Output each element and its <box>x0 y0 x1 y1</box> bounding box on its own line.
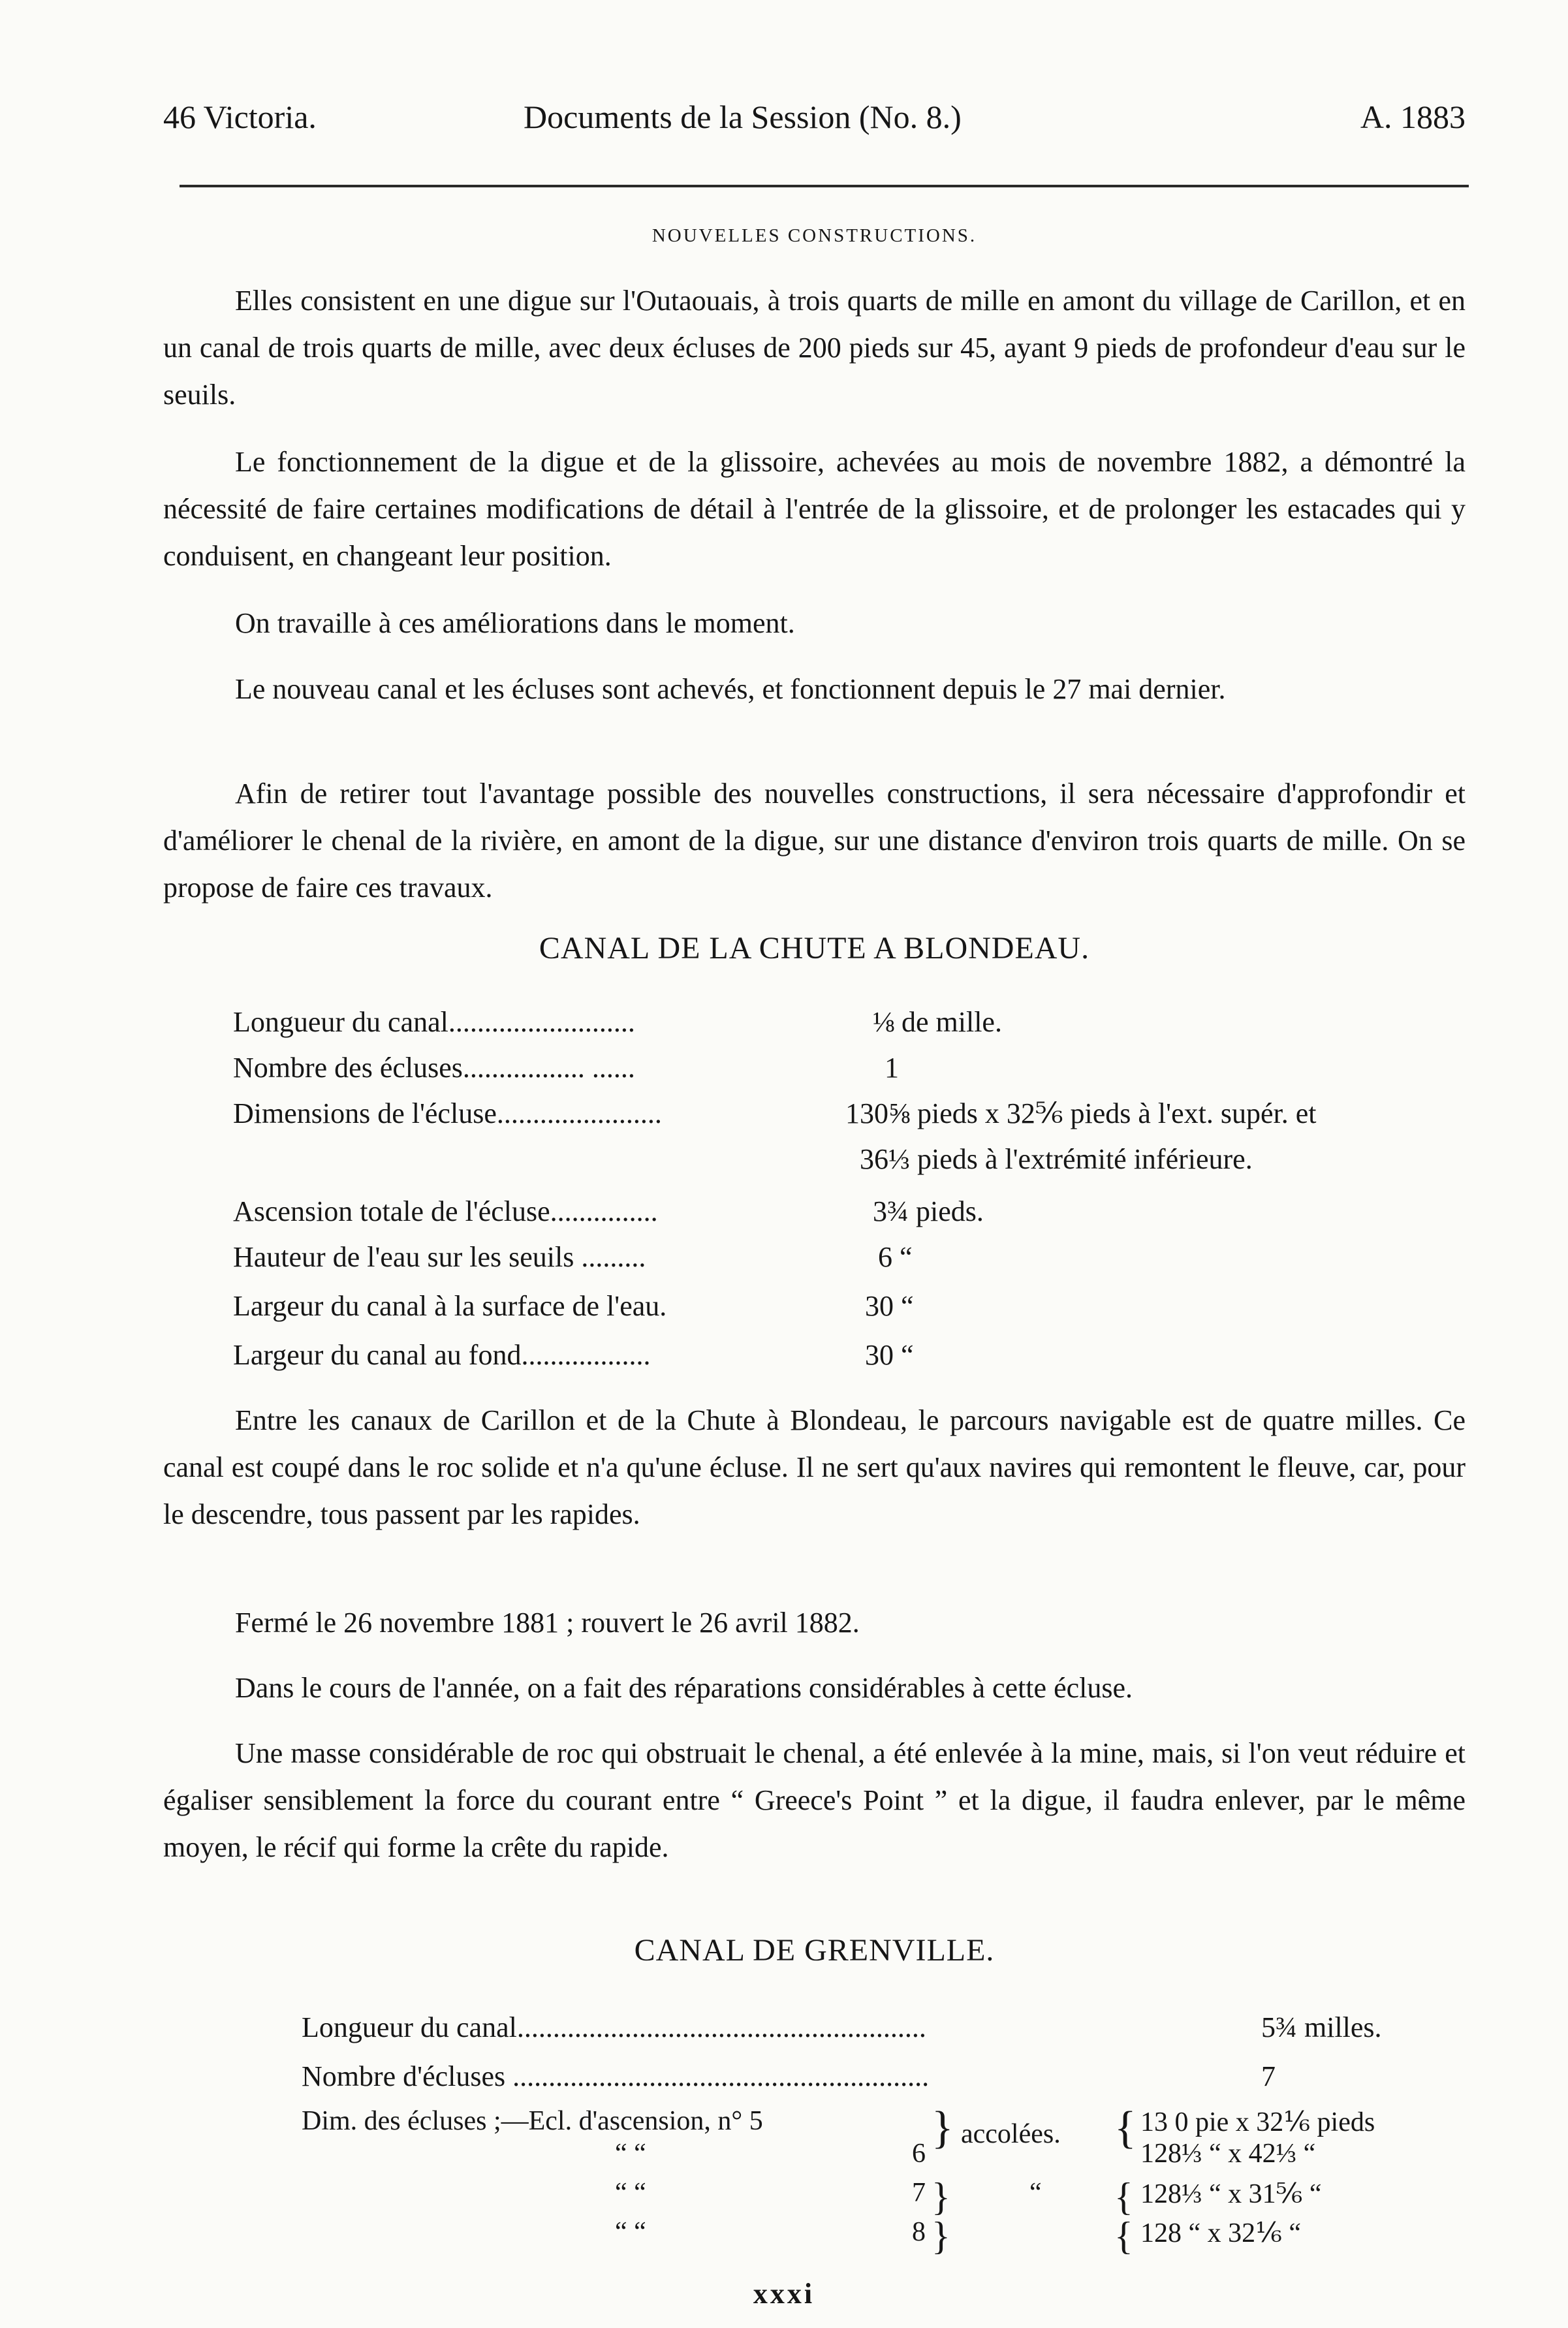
header-right: A. 1883 <box>1360 99 1466 135</box>
lock-dims: 13 0 pie x 32⅙ pieds <box>1140 2107 1375 2137</box>
lock-dims: 128 “ x 32⅙ “ <box>1140 2218 1301 2248</box>
header-center: Documents de la Session (No. 8.) <box>524 99 962 135</box>
page-number: xxxi <box>753 2278 815 2310</box>
spec-value: 6 “ <box>878 1241 913 1273</box>
ditto-marks: “ “ <box>615 2217 646 2247</box>
ditto-marks: “ “ <box>615 2139 646 2169</box>
brace-icon: } <box>932 2214 950 2257</box>
brace-icon: { <box>1114 2175 1133 2218</box>
paragraph: Une masse considérable de roc qui obstruait le chenal, a été enlevée à la mine, mais, si l'on veut réduire et égaliser sensiblement la force du courant entre “ Greece's Point ” et la digue, il faudra enlever, par le même moyen, le récif qui forme la crête du rapide. <box>163 1737 1466 1863</box>
paragraph: Afin de retirer tout l'avantage possible des nouvelles constructions, il sera nécessaire d'approfondir et d'améliorer le chenal de la rivière, en amont de la digue, sur une distance d'environ trois quarts de mille. On se propose de faire ces travaux. <box>163 778 1466 904</box>
spec-label: Longueur du canal.......................... <box>233 1006 635 1038</box>
brace-icon: } <box>932 2175 950 2218</box>
running-header <box>163 98 1466 150</box>
spec-value: 30 “ <box>865 1290 914 1322</box>
paragraph: Le nouveau canal et les écluses sont achevés, et fonctionnent depuis le 27 mai dernier. <box>235 673 1226 705</box>
spec-value: 1 <box>885 1052 899 1084</box>
spec-label: Nombre d'écluses .......................................................... <box>302 2060 930 2092</box>
lock-dims: 128⅓ “ x 31⅚ “ <box>1140 2179 1322 2209</box>
paragraph: Fermé le 26 novembre 1881 ; rouvert le 26 avril 1882. <box>235 1607 860 1639</box>
lock-dims: 128⅓ “ x 42⅓ “ <box>1140 2139 1316 2169</box>
spec-value: 36⅓ pieds à l'extrémité inférieure. <box>860 1143 1253 1175</box>
section-title: CANAL DE GRENVILLE. <box>634 1933 995 1968</box>
spec-value: 30 “ <box>865 1339 914 1371</box>
paragraph: Elles consistent en une digue sur l'Outaouais, à trois quarts de mille en amont du village de Carillon, et en un canal de trois quarts de mille, avec deux écluses de 200 pieds sur 45, ayant 9 pieds de profondeur d'eau sur le seuils. <box>163 285 1466 411</box>
ditto-mark: “ <box>1029 2178 1042 2208</box>
paragraph: Le fonctionnement de la digue et de la glissoire, achevées au mois de novembre 1882, a démontré la nécessité de faire certaines modifications de détail à l'entrée de la glissoire, et de prolonger les estacades qui y conduisent, en changeant leur position. <box>163 446 1466 572</box>
spec-label: Nombre des écluses................. ...... <box>233 1052 635 1084</box>
spec-value: 3¾ pieds. <box>873 1195 984 1227</box>
accolees-label: accolées. <box>961 2119 1061 2149</box>
paragraph: On travaille à ces améliorations dans le moment. <box>235 607 795 639</box>
paragraph: Entre les canaux de Carillon et de la Chute à Blondeau, le parcours navigable est de quatre milles. Ce canal est coupé dans le roc solide et n'a qu'une écluse. Il ne sert qu'aux navires qui remontent le fleuve, car, pour le descendre, tous passent par les rapides. <box>163 1404 1466 1530</box>
lock-number: 6 <box>912 2139 926 2169</box>
header-rule <box>180 185 1469 187</box>
lock-number: 8 <box>912 2217 926 2247</box>
spec-value: ⅛ de mille. <box>873 1006 1002 1038</box>
brace-icon: { <box>1114 2103 1137 2153</box>
lock-number: 7 <box>912 2178 926 2208</box>
ditto-marks: “ “ <box>615 2178 646 2208</box>
spec-value: 7 <box>1261 2060 1276 2092</box>
spec-label: Ascension totale de l'écluse............... <box>233 1195 658 1227</box>
spec-value: 5¾ milles. <box>1261 2011 1382 2043</box>
spec-label: Largeur du canal au fond.................. <box>233 1339 651 1371</box>
brace-icon: } <box>932 2103 954 2153</box>
spec-value: 130⅝ pieds x 32⅚ pieds à l'ext. supér. et <box>845 1097 1317 1129</box>
section-title: CANAL DE LA CHUTE A BLONDEAU. <box>539 931 1090 966</box>
spec-label: Dimensions de l'écluse....................... <box>233 1097 662 1129</box>
spec-label: Largeur du canal à la surface de l'eau. <box>233 1290 667 1322</box>
brace-icon: { <box>1114 2214 1133 2257</box>
spec-label: Hauteur de l'eau sur les seuils ......... <box>233 1241 646 1273</box>
locks-label: Dim. des écluses ;—Ecl. d'ascension, n° 5 <box>302 2106 763 2136</box>
paragraph: Dans le cours de l'année, on a fait des réparations considérables à cette écluse. <box>235 1672 1133 1704</box>
header-left: 46 Victoria. <box>163 99 317 135</box>
spec-label: Longueur du canal......................................................... <box>302 2011 926 2043</box>
section-heading: NOUVELLES CONSTRUCTIONS. <box>651 225 977 246</box>
